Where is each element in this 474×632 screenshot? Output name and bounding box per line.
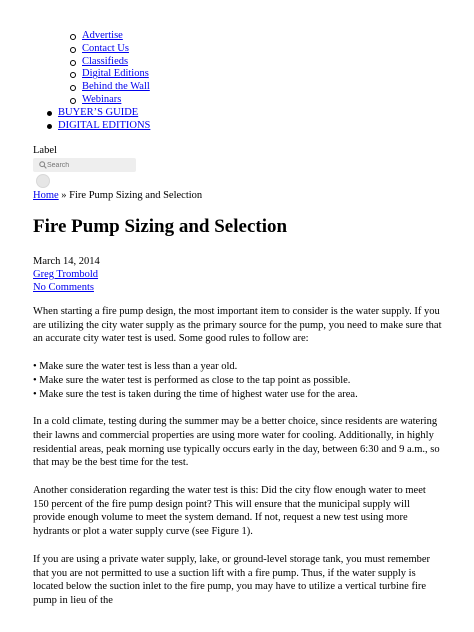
menu-item-advertise (0, 30, 474, 43)
breadcrumb-separator: » (61, 190, 67, 201)
article-paragraph: Another consideration regarding the water test is this: Did the city flow enough water to meet 150 percent of the fire pump design point? This will ensure that the municipal supply will provide enough volume to meet the system demand. If not, request a new test using more hydrants or plot a water supply curve (see Figure 1). (33, 485, 426, 538)
rule-item: • Make sure the water test is performed as close to the tap point as possible. (33, 374, 351, 386)
menu-link-buyers-guide[interactable]: BUYER’S GUIDE (58, 106, 139, 118)
breadcrumb-current: Fire Pump Sizing and Selection (69, 190, 203, 201)
search-box[interactable] (33, 158, 136, 172)
article-body (33, 305, 443, 622)
menu-item-behind-the-wall (0, 81, 474, 94)
main-menu (0, 107, 474, 133)
menu-item-digital-editions-main (0, 120, 474, 133)
menu-link-digital-editions[interactable]: Digital Editions (82, 68, 149, 80)
breadcrumb (33, 190, 202, 201)
menu-link-digital-editions-main[interactable]: DIGITAL EDITIONS (58, 119, 151, 131)
page-title: Fire Pump Sizing and Selection (33, 216, 288, 237)
menu-item-classifieds (0, 56, 474, 69)
search-input[interactable] (47, 158, 133, 172)
article-paragraph: If you are using a private water supply, lake, or ground-level storage tank, you must remember that you are not permitted to use a suction lift with a fire pump. Thus, if the water supply is located below the suction inlet to the fire pump, you may have to utilize a vertical turbine fire pump in lieu of the (33, 553, 431, 606)
rule-item: • Make sure the water test is less than a year old. (33, 361, 238, 373)
rule-item: • Make sure the test is taken during the time of highest water use for the area. (33, 388, 358, 400)
author-link[interactable]: Greg Trombold (33, 268, 99, 280)
rules-list (33, 360, 443, 401)
post-date: March 14, 2014 (33, 256, 100, 267)
menu-link-contact-us[interactable]: Contact Us (82, 42, 129, 54)
article-meta (33, 256, 100, 294)
menu-item-digital-editions (0, 68, 474, 81)
menu-link-webinars[interactable]: Webinars (82, 93, 122, 105)
menu-item-buyers-guide (0, 107, 474, 120)
search-label: Label (33, 145, 57, 156)
search-icon (39, 161, 47, 169)
menu-link-behind-the-wall[interactable]: Behind the Wall (82, 81, 150, 93)
toggle-button[interactable] (36, 174, 50, 188)
menu-link-classifieds[interactable]: Classifieds (82, 55, 129, 67)
site-navigation (0, 30, 474, 132)
article-paragraph: In a cold climate, testing during the summer may be a better choice, since residents are watering their lawns and commercial properties are using more water for cooling. Additionally, in highly residential areas, peak morning use typically occurs early in the day, between 6:30 and 9 a.m., so that may be the best time for the test. (33, 416, 440, 469)
menu-link-advertise[interactable]: Advertise (82, 30, 123, 41)
comments-link[interactable]: No Comments (33, 281, 94, 293)
sub-menu (0, 30, 474, 107)
menu-item-contact-us (0, 43, 474, 56)
breadcrumb-home-link[interactable]: Home (33, 190, 59, 201)
menu-item-webinars (0, 94, 474, 107)
article-paragraph: When starting a fire pump design, the most important item to consider is the water supply. If you are utilizing the city water supply as the primary source for the pump, you need to make sure that an accurate city water test is used. Some good rules to follow are: (33, 306, 442, 345)
